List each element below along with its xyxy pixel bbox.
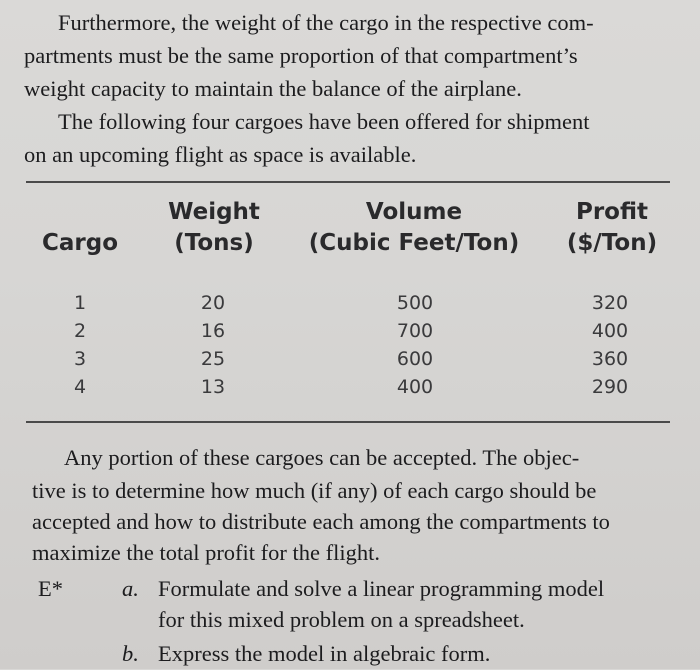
part-b-text: Express the model in algebraic form. bbox=[158, 641, 491, 666]
body-line: tive is to determine how much (if any) of each cargo should be bbox=[32, 478, 597, 503]
cell-cargo: 2 bbox=[73, 320, 87, 342]
cell-volume: 600 bbox=[396, 348, 434, 370]
cell-cargo: 1 bbox=[73, 292, 87, 314]
header-volume-unit: (Cubic Feet/Ton) bbox=[308, 230, 520, 256]
cell-volume: 700 bbox=[396, 320, 434, 342]
part-a-text: Formulate and solve a linear programming model bbox=[158, 576, 605, 601]
cell-profit: 290 bbox=[591, 376, 629, 398]
intro-line: on an upcoming flight as space is available. bbox=[24, 142, 417, 167]
cell-volume: 500 bbox=[396, 292, 434, 314]
cell-cargo: 3 bbox=[73, 348, 87, 370]
table-bottom-rule bbox=[26, 421, 670, 423]
cell-profit: 360 bbox=[591, 348, 629, 370]
cell-profit: 400 bbox=[591, 320, 629, 342]
header-profit-unit: ($/Ton) bbox=[566, 230, 658, 256]
header-weight: Weight bbox=[168, 199, 260, 225]
header-volume: Volume bbox=[365, 199, 463, 225]
cell-weight: 25 bbox=[200, 348, 226, 370]
body-line: maximize the total profit for the flight. bbox=[32, 540, 381, 565]
cell-weight: 13 bbox=[200, 376, 226, 398]
cell-weight: 20 bbox=[200, 292, 226, 314]
part-a-label: a. bbox=[122, 576, 139, 601]
part-b-label: b. bbox=[122, 641, 139, 666]
body-line: accepted and how to distribute each among the compartments to bbox=[32, 509, 610, 534]
cell-volume: 400 bbox=[396, 376, 434, 398]
table-top-rule bbox=[26, 181, 670, 183]
intro-line: weight capacity to maintain the balance of the airplane. bbox=[24, 76, 522, 101]
cell-cargo: 4 bbox=[73, 376, 87, 398]
body-line: Any portion of these cargoes can be accepted. The objec- bbox=[64, 445, 580, 470]
cell-profit: 320 bbox=[591, 292, 629, 314]
intro-line: Furthermore, the weight of the cargo in the respective com- bbox=[58, 10, 594, 35]
header-profit: Profit bbox=[575, 199, 649, 225]
intro-line: partments must be the same proportion of that compartment’s bbox=[24, 43, 578, 68]
part-a-text: for this mixed problem on a spreadsheet. bbox=[158, 607, 525, 632]
cell-weight: 16 bbox=[200, 320, 226, 342]
header-weight-unit: (Tons) bbox=[174, 230, 254, 256]
problem-marker: E* bbox=[38, 576, 63, 601]
intro-line: The following four cargoes have been offered for shipment bbox=[58, 109, 590, 134]
header-cargo: Cargo bbox=[41, 230, 118, 256]
